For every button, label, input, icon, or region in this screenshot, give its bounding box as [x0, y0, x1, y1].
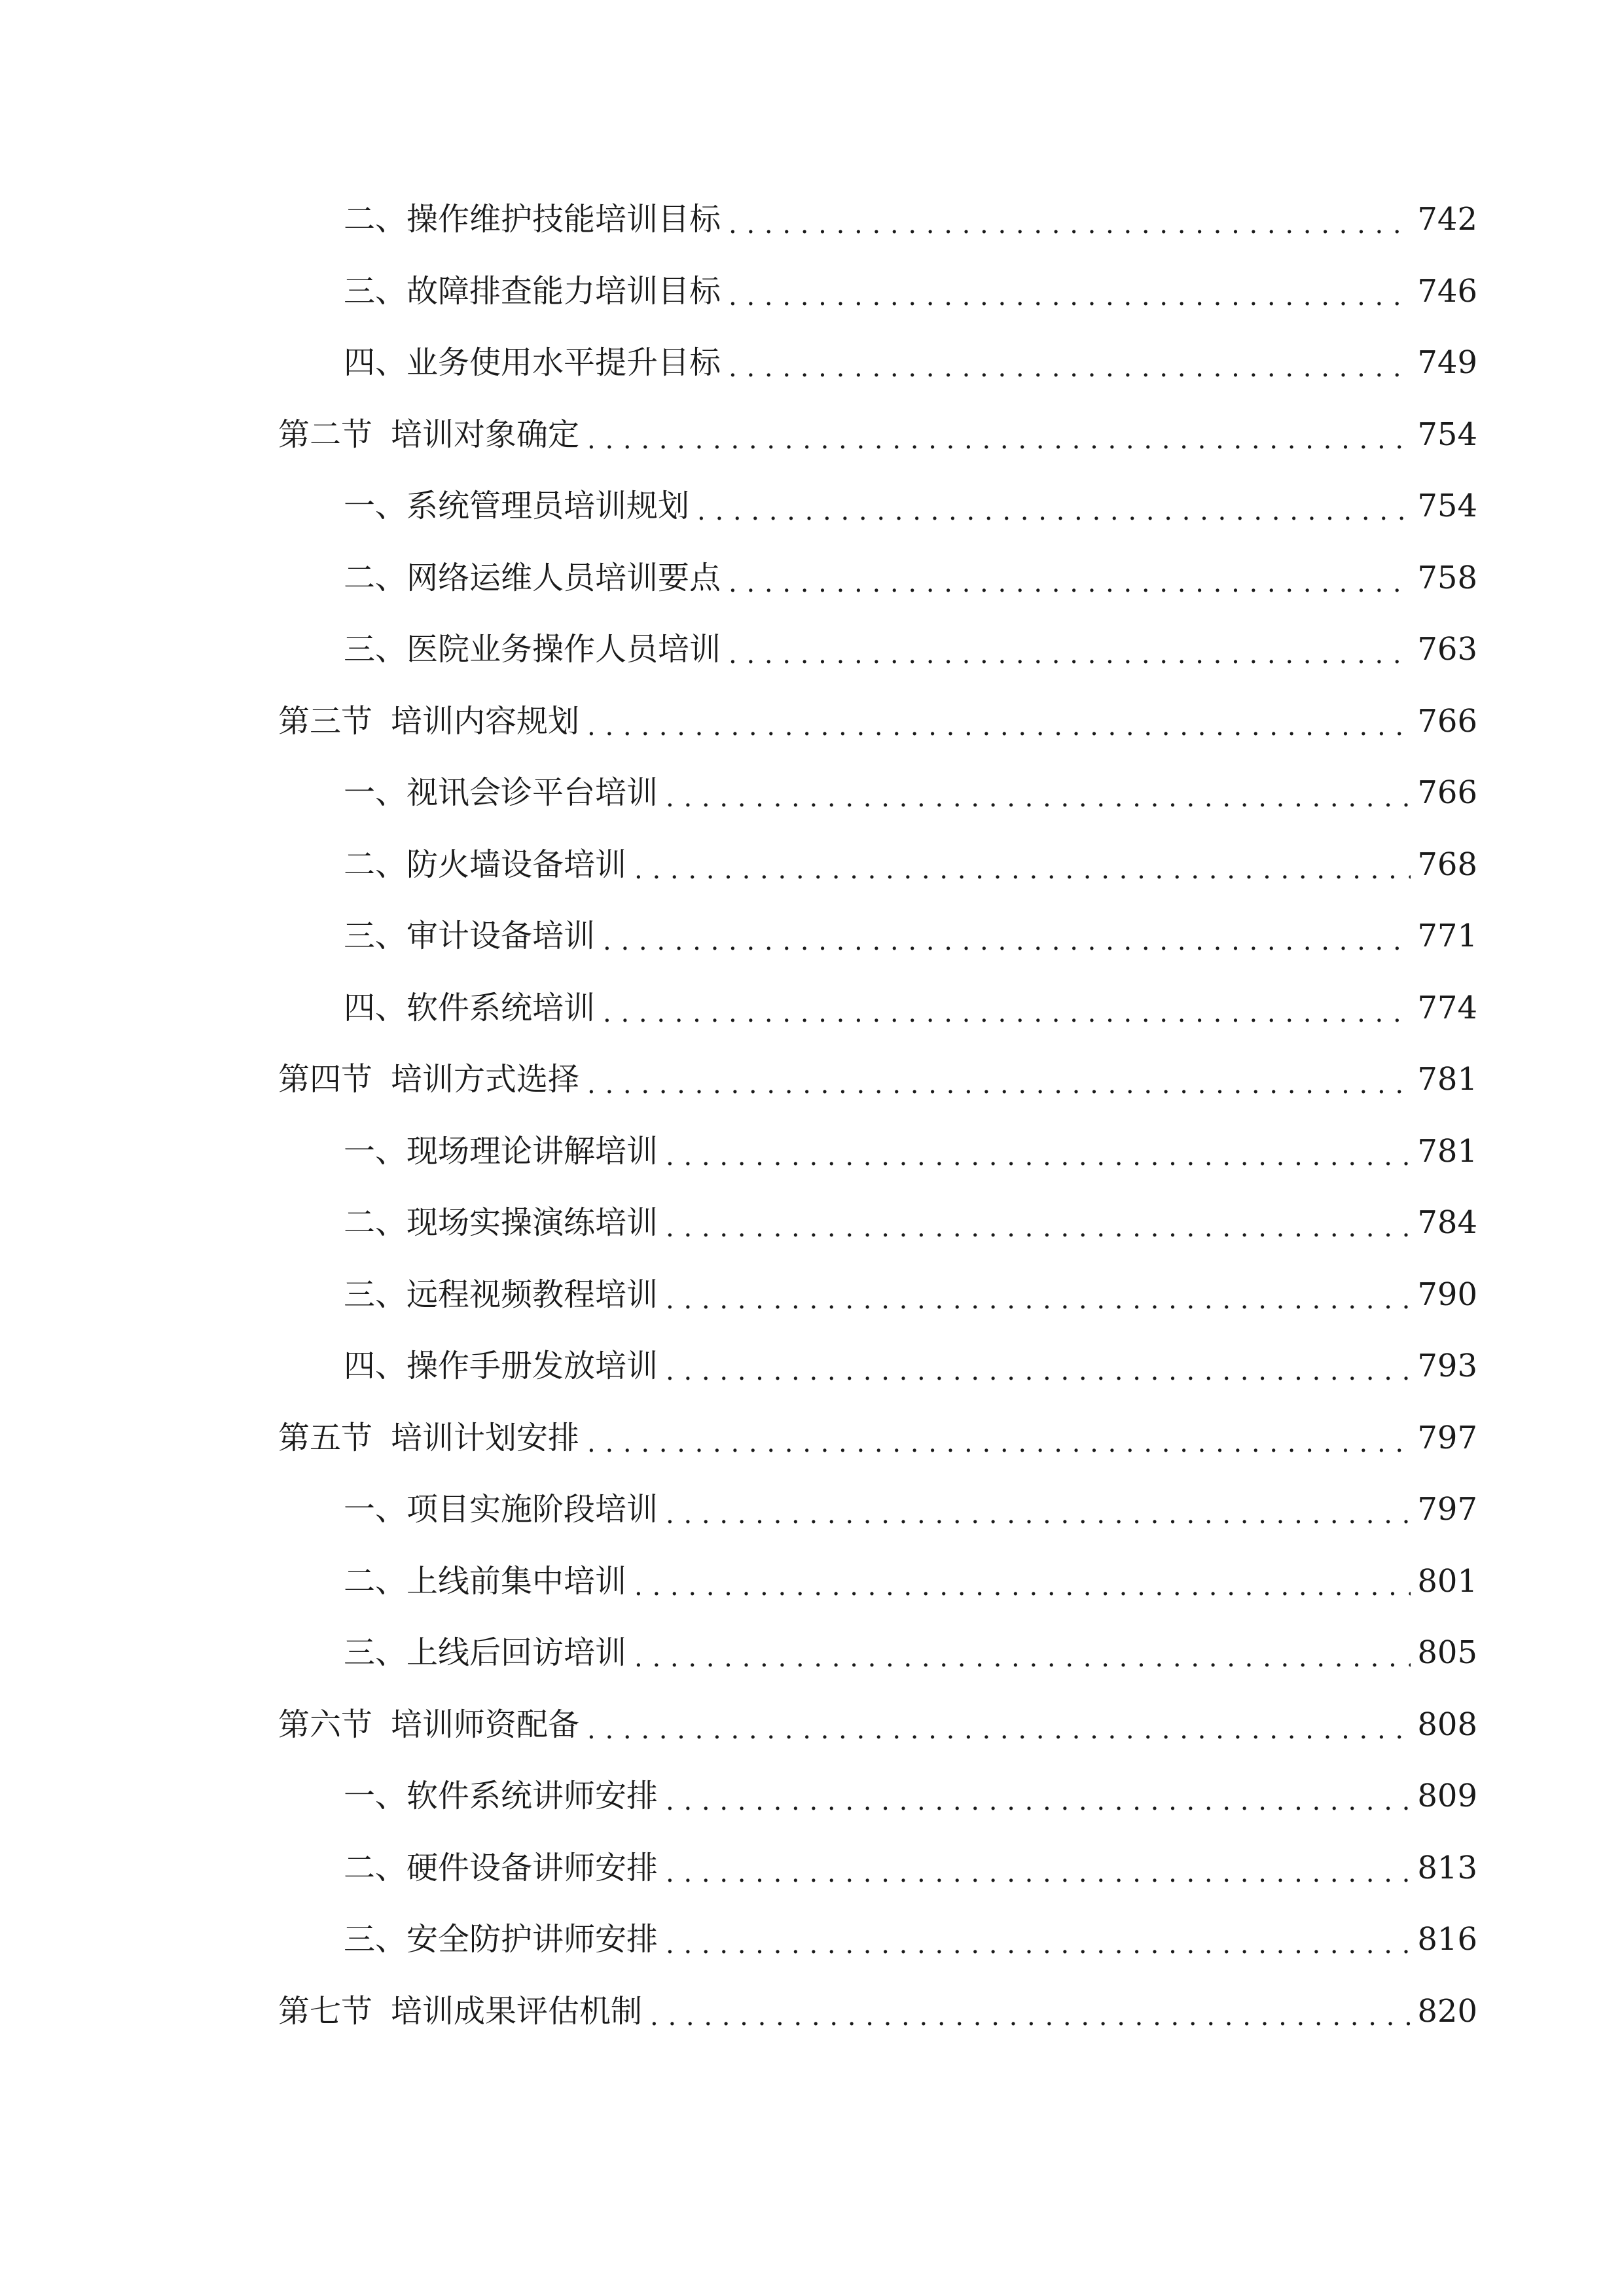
- toc-entry[interactable]: [278, 620, 1477, 679]
- dot-leader: [666, 1198, 1411, 1257]
- toc-entry[interactable]: [278, 1767, 1477, 1825]
- toc-section-entry[interactable]: [278, 1050, 1477, 1109]
- toc-entry[interactable]: [278, 190, 1477, 249]
- toc-section-page: 797: [1417, 1420, 1477, 1456]
- toc-entry[interactable]: [278, 333, 1477, 392]
- toc-entry-page: 784: [1417, 1204, 1477, 1241]
- toc-entry[interactable]: [278, 1480, 1477, 1539]
- toc-entry-page: 801: [1417, 1563, 1477, 1600]
- toc-section-page: 766: [1417, 703, 1477, 740]
- dot-leader: [666, 1485, 1411, 1544]
- toc-entry-title: 操作维护技能培训目标: [406, 201, 721, 238]
- toc-entry-number: 四、: [344, 344, 407, 381]
- dot-leader: [587, 1055, 1411, 1114]
- toc-entry[interactable]: [278, 1839, 1477, 1897]
- toc-entry-number: 二、: [344, 1563, 407, 1600]
- toc-entry-page: 805: [1417, 1634, 1477, 1671]
- toc-entry-page: 746: [1417, 273, 1477, 310]
- toc-section-number: 第六节: [278, 1706, 373, 1743]
- toc-entry[interactable]: [278, 1552, 1477, 1611]
- toc-entry[interactable]: [278, 1623, 1477, 1682]
- dot-leader: [729, 554, 1411, 613]
- toc-entry[interactable]: [278, 763, 1477, 822]
- toc-entry-title: 网络运维人员培训要点: [406, 560, 721, 596]
- toc-entry[interactable]: [278, 906, 1477, 965]
- toc-entry-page: 809: [1417, 1778, 1477, 1814]
- toc-section-title: 培训内容规划: [391, 703, 580, 740]
- toc-entry-number: 二、: [344, 846, 407, 883]
- toc-entry-number: 三、: [344, 273, 407, 310]
- dot-leader: [634, 1557, 1411, 1616]
- toc-entry[interactable]: [278, 262, 1477, 321]
- dot-leader: [666, 1915, 1411, 1974]
- dot-leader: [603, 912, 1411, 971]
- dot-leader: [603, 984, 1411, 1043]
- toc-entry-page: 781: [1417, 1133, 1477, 1170]
- toc-entry-page: 763: [1417, 631, 1477, 668]
- dot-leader: [587, 1700, 1411, 1759]
- dot-leader: [634, 840, 1411, 899]
- toc-entry-title: 现场实操演练培训: [406, 1204, 659, 1241]
- toc-entry[interactable]: [278, 835, 1477, 894]
- toc-entry-title: 项目实施阶段培训: [406, 1491, 659, 1528]
- toc-entry-page: 790: [1417, 1276, 1477, 1313]
- toc-entry-title: 安全防护讲师安排: [406, 1921, 659, 1958]
- toc-entry[interactable]: [278, 978, 1477, 1037]
- toc-entry-page: 758: [1417, 560, 1477, 596]
- toc-entry-title: 软件系统培训: [406, 990, 596, 1026]
- toc-entry-page: 768: [1417, 846, 1477, 883]
- toc-section-entry[interactable]: [278, 405, 1477, 464]
- toc-entry-number: 二、: [344, 1204, 407, 1241]
- dot-leader: [666, 1772, 1411, 1831]
- toc-section-page: 820: [1417, 1993, 1477, 2030]
- toc-section-number: 第二节: [278, 416, 373, 453]
- toc-entry-title: 视讯会诊平台培训: [406, 774, 659, 811]
- toc-entry-title: 故障排查能力培训目标: [406, 273, 721, 310]
- toc-entry[interactable]: [278, 1193, 1477, 1252]
- toc-entry-title: 业务使用水平提升目标: [406, 344, 721, 381]
- toc-entry-page: 813: [1417, 1850, 1477, 1886]
- toc-entry-number: 三、: [344, 1276, 407, 1313]
- dot-leader: [666, 768, 1411, 827]
- toc-entry-title: 上线后回访培训: [406, 1634, 627, 1671]
- toc-entry-title: 硬件设备讲师安排: [406, 1850, 659, 1886]
- toc-entry-number: 一、: [344, 1778, 407, 1814]
- toc-entry-title: 系统管理员培训规划: [406, 488, 690, 524]
- toc-entry[interactable]: [278, 476, 1477, 535]
- toc-section-number: 第四节: [278, 1061, 373, 1098]
- toc-section-page: 781: [1417, 1061, 1477, 1098]
- toc-entry-title: 审计设备培训: [406, 918, 596, 954]
- toc-section-number: 第七节: [278, 1993, 373, 2030]
- toc-entry-number: 四、: [344, 1348, 407, 1384]
- dot-leader: [666, 1270, 1411, 1329]
- toc-section-title: 培训对象确定: [391, 416, 580, 453]
- toc-entry-number: 三、: [344, 918, 407, 954]
- toc-entry-title: 远程视频教程培训: [406, 1276, 659, 1313]
- toc-entry[interactable]: [278, 1910, 1477, 1969]
- toc-entry-number: 一、: [344, 1133, 407, 1170]
- dot-leader: [697, 482, 1411, 541]
- toc-section-page: 808: [1417, 1706, 1477, 1743]
- toc-entry-number: 二、: [344, 560, 407, 596]
- toc-entry-title: 现场理论讲解培训: [406, 1133, 659, 1170]
- toc-section-entry[interactable]: [278, 692, 1477, 751]
- toc-section-number: 第五节: [278, 1420, 373, 1456]
- toc-entry-number: 二、: [344, 1850, 407, 1886]
- toc-entry-page: 797: [1417, 1491, 1477, 1528]
- toc-entry-title: 操作手册发放培训: [406, 1348, 659, 1384]
- toc-section-title: 培训成果评估机制: [391, 1993, 643, 2030]
- dot-leader: [666, 1342, 1411, 1401]
- dot-leader: [666, 1844, 1411, 1903]
- dot-leader: [634, 1628, 1411, 1687]
- toc-entry-title: 防火墙设备培训: [406, 846, 627, 883]
- toc-entry-number: 三、: [344, 1921, 407, 1958]
- toc-entry-number: 二、: [344, 201, 407, 238]
- dot-leader: [729, 195, 1411, 254]
- toc-entry-number: 一、: [344, 1491, 407, 1528]
- toc-section-title: 培训计划安排: [391, 1420, 580, 1456]
- dot-leader: [729, 267, 1411, 326]
- toc-entry-number: 三、: [344, 1634, 407, 1671]
- toc-section-entry[interactable]: [278, 1982, 1477, 2041]
- dot-leader: [729, 338, 1411, 397]
- toc-entry[interactable]: [278, 1122, 1477, 1181]
- dot-leader: [650, 1987, 1411, 2046]
- toc-section-entry[interactable]: [278, 1408, 1477, 1467]
- toc-section-title: 培训师资配备: [391, 1706, 580, 1743]
- dot-leader: [587, 697, 1411, 756]
- toc-entry-page: 754: [1417, 488, 1477, 524]
- dot-leader: [587, 1414, 1411, 1473]
- toc-entry-page: 766: [1417, 774, 1477, 811]
- toc-entry-page: 742: [1417, 201, 1477, 238]
- toc-entry-number: 四、: [344, 990, 407, 1026]
- toc-entry-page: 771: [1417, 918, 1477, 954]
- dot-leader: [729, 625, 1411, 684]
- toc-entry[interactable]: [278, 1265, 1477, 1324]
- toc-entry-number: 一、: [344, 774, 407, 811]
- toc-entry-title: 软件系统讲师安排: [406, 1778, 659, 1814]
- toc-entry-number: 三、: [344, 631, 407, 668]
- toc-entry[interactable]: [278, 548, 1477, 607]
- toc-entry-page: 749: [1417, 344, 1477, 381]
- toc-entry-page: 816: [1417, 1921, 1477, 1958]
- dot-leader: [587, 410, 1411, 469]
- toc-entry-page: 774: [1417, 990, 1477, 1026]
- toc-section-number: 第三节: [278, 703, 373, 740]
- toc-entry-page: 793: [1417, 1348, 1477, 1384]
- toc-section-page: 754: [1417, 416, 1477, 453]
- toc-entry-number: 一、: [344, 488, 407, 524]
- toc-section-title: 培训方式选择: [391, 1061, 580, 1098]
- toc-entry[interactable]: [278, 1336, 1477, 1395]
- toc-entry-title: 上线前集中培训: [406, 1563, 627, 1600]
- dot-leader: [666, 1127, 1411, 1186]
- toc-section-entry[interactable]: [278, 1695, 1477, 1754]
- toc-entry-title: 医院业务操作人员培训: [406, 631, 721, 668]
